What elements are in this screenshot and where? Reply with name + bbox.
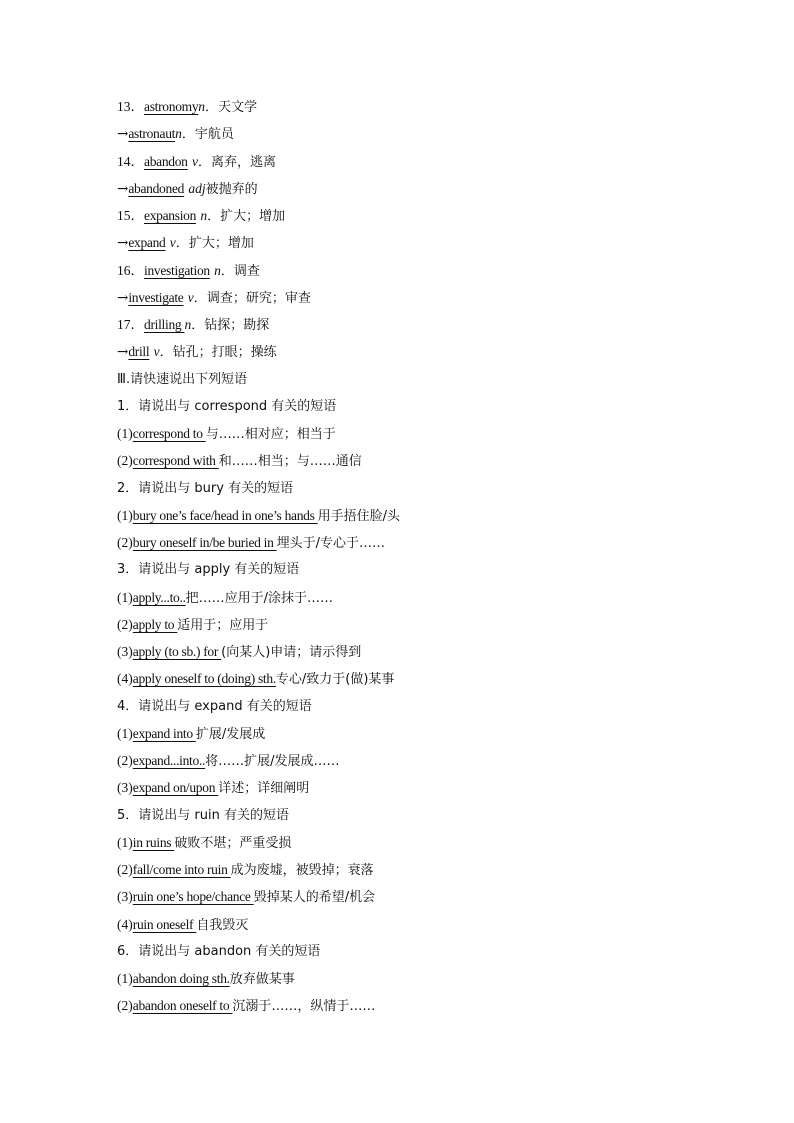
phrase-item	[117, 992, 737, 1019]
group-title: 3．请说出与 apply 有关的短语	[117, 562, 300, 578]
item-number: (1)	[117, 971, 133, 986]
vocab-line: →expand v．扩大；增加	[117, 235, 254, 252]
phrase-meaning: 成为废墟，被毁掉；衰落	[230, 863, 374, 878]
phrase-item	[117, 638, 737, 665]
vocab-meaning: 离弃，逃离	[210, 154, 276, 170]
vocab-pos: adj	[188, 180, 206, 196]
phrase-item	[117, 911, 737, 938]
vocab-meaning: 天文学	[218, 100, 258, 115]
vocab-pos: n	[175, 126, 182, 142]
item-number: (2)	[117, 535, 133, 550]
item-number: (2)	[117, 753, 133, 768]
item-number: (2)	[117, 616, 133, 632]
vocab-word: expansion	[144, 208, 197, 223]
arrow-icon: →	[117, 180, 129, 197]
vocab-pos: n	[200, 208, 208, 223]
item-number: (1)	[117, 589, 133, 605]
phrase-meaning: 放弃做某事	[229, 972, 295, 987]
phrase-item	[117, 883, 737, 910]
phrase-item	[117, 420, 737, 447]
vocab-prefix: 17．	[117, 317, 144, 332]
vocab-pos: v	[191, 153, 198, 169]
phrase: expand on/upon	[132, 780, 219, 796]
vocab-line: →investigate v．调查；研究；审查	[117, 289, 311, 306]
phrase-meaning: 将……扩展/发展成……	[205, 754, 340, 769]
item-number: (1)	[117, 725, 133, 741]
phrase-meaning: 适用于；应用于	[177, 617, 269, 633]
group-title: 6．请说出与 abandon 有关的短语	[117, 943, 321, 959]
phrase-meaning: 自我毁灭	[196, 917, 249, 933]
vocab-word: abandoned	[128, 180, 185, 196]
phrase-meaning: 把……应用于/涂抹于……	[185, 590, 334, 606]
item-number: (1)	[117, 507, 133, 523]
phrase-item	[117, 529, 737, 556]
phrase-meaning: 扩展/发展成	[195, 726, 266, 742]
vocab-word: expand	[128, 235, 166, 251]
vocab-word: drilling	[144, 317, 185, 332]
vocab-prefix: 16．	[117, 262, 144, 278]
vocab-line: 16．investigation n．调查	[117, 262, 260, 279]
vocab-meaning: 钻孔；打眼；操练	[172, 345, 277, 361]
phrase-item	[117, 965, 737, 992]
vocab-meaning: 被抛弃的	[205, 181, 258, 197]
vocab-pos: v	[169, 235, 176, 251]
phrase: apply (to sb.) for	[132, 644, 222, 659]
phrase: ruin oneself	[132, 916, 197, 932]
vocab-word: abandon	[144, 153, 188, 169]
phrase-meaning: 埋头于/专心于……	[276, 536, 386, 551]
phrase-item	[117, 611, 737, 638]
vocab-prefix: 14．	[117, 153, 144, 169]
vocab-line: 13．astronomyn．天文学	[117, 99, 258, 115]
arrow-icon: →	[117, 344, 129, 361]
group-title: 2．请说出与 bury 有关的短语	[117, 480, 294, 496]
item-number: (2)	[117, 453, 133, 469]
arrow-icon: →	[117, 235, 129, 252]
vocab-word: investigate	[128, 289, 184, 305]
item-number: (4)	[117, 671, 133, 687]
phrase: apply oneself to (doing) sth.	[132, 671, 276, 687]
phrase-meaning: (向某人)申请；请示得到	[221, 645, 362, 660]
phrase: bury one’s face/head in one’s hands	[132, 507, 318, 523]
phrase-meaning: 毁掉某人的希望/机会	[253, 890, 376, 906]
phrase-meaning: 破败不堪；严重受损	[174, 835, 292, 851]
vocab-pos: n	[184, 317, 192, 332]
item-number: (1)	[117, 426, 133, 441]
phrase: fall/come into ruin	[132, 862, 231, 877]
vocab-line: 17．drilling n．钻探；勘探	[117, 317, 270, 333]
phrase: in ruins	[132, 834, 175, 850]
phrase-item	[117, 502, 737, 529]
vocab-prefix: 13．	[117, 99, 144, 114]
vocab-line	[117, 175, 737, 202]
phrase: bury oneself in/be buried in	[132, 535, 277, 550]
item-number: (2)	[117, 998, 133, 1014]
vocab-word: investigation	[144, 262, 210, 278]
vocab-pos: v	[153, 344, 160, 360]
phrase-item	[117, 856, 737, 883]
phrase: correspond to	[132, 426, 206, 441]
group-title: 4．请说出与 expand 有关的短语	[117, 698, 312, 714]
item-number: (3)	[117, 780, 133, 796]
group-title: 5．请说出与 ruin 有关的短语	[117, 807, 289, 823]
phrase-meaning: 用手捂住脸/头	[317, 508, 401, 524]
vocab-meaning: 扩大；增加	[188, 236, 254, 252]
vocab-pos: n	[198, 99, 206, 114]
vocab-meaning: 钻探；勘探	[204, 318, 270, 333]
item-number: (3)	[117, 644, 133, 659]
phrase: apply to	[132, 616, 178, 632]
document-page	[117, 93, 737, 1020]
vocab-prefix: 15．	[117, 208, 144, 223]
phrase-item	[117, 584, 737, 611]
arrow-icon: →	[117, 126, 129, 143]
item-number: (1)	[117, 834, 133, 850]
item-number: (3)	[117, 889, 133, 905]
vocab-meaning: 宇航员	[194, 127, 234, 143]
phrase-meaning: 和……相当；与……通信	[218, 454, 362, 470]
vocab-line: →drill v．钻孔；打眼；操练	[117, 344, 277, 361]
arrow-icon: →	[117, 289, 129, 306]
phrase: apply...to..	[132, 589, 186, 605]
phrase-item	[117, 774, 737, 801]
vocab-word: drill	[128, 344, 150, 360]
vocab-meaning: 扩大；增加	[220, 209, 286, 224]
vocab-line: 14．abandon v．离弃，逃离	[117, 153, 276, 170]
phrase-item	[117, 720, 737, 747]
item-number: (4)	[117, 916, 133, 932]
phrase: abandon oneself to	[132, 998, 233, 1014]
phrase: expand into	[132, 725, 196, 741]
vocab-word: astronomy	[144, 99, 199, 114]
phrase: ruin one’s hope/chance	[132, 889, 254, 905]
vocab-pos: v	[187, 289, 194, 305]
phrase-item	[117, 829, 737, 856]
phrase: expand...into..	[132, 753, 206, 768]
group-title: 1．请说出与 correspond 有关的短语	[117, 398, 337, 414]
section-heading: Ⅲ.请快速说出下列短语	[117, 371, 248, 387]
phrase-item	[117, 665, 737, 692]
vocab-meaning: 调查；研究；审查	[206, 290, 311, 306]
vocab-line: 15．expansion n．扩大；增加	[117, 208, 286, 224]
vocab-word: astronaut	[128, 126, 176, 142]
vocab-pos: n	[214, 262, 221, 278]
phrase-meaning: 专心/致力于(做)某事	[275, 672, 395, 688]
item-number: (2)	[117, 862, 133, 877]
phrase-meaning: 详述；详细阐明	[218, 781, 310, 797]
phrase-meaning: 沉溺于……，纵情于……	[232, 999, 376, 1015]
phrase-item	[117, 747, 737, 774]
phrase-item	[117, 447, 737, 474]
vocab-meaning: 调查	[233, 263, 260, 279]
phrase: correspond with	[132, 453, 219, 469]
phrase-meaning: 与……相对应；相当于	[205, 427, 336, 442]
vocab-line: →astronautn．宇航员	[117, 126, 234, 143]
phrase: abandon doing sth.	[132, 971, 230, 986]
